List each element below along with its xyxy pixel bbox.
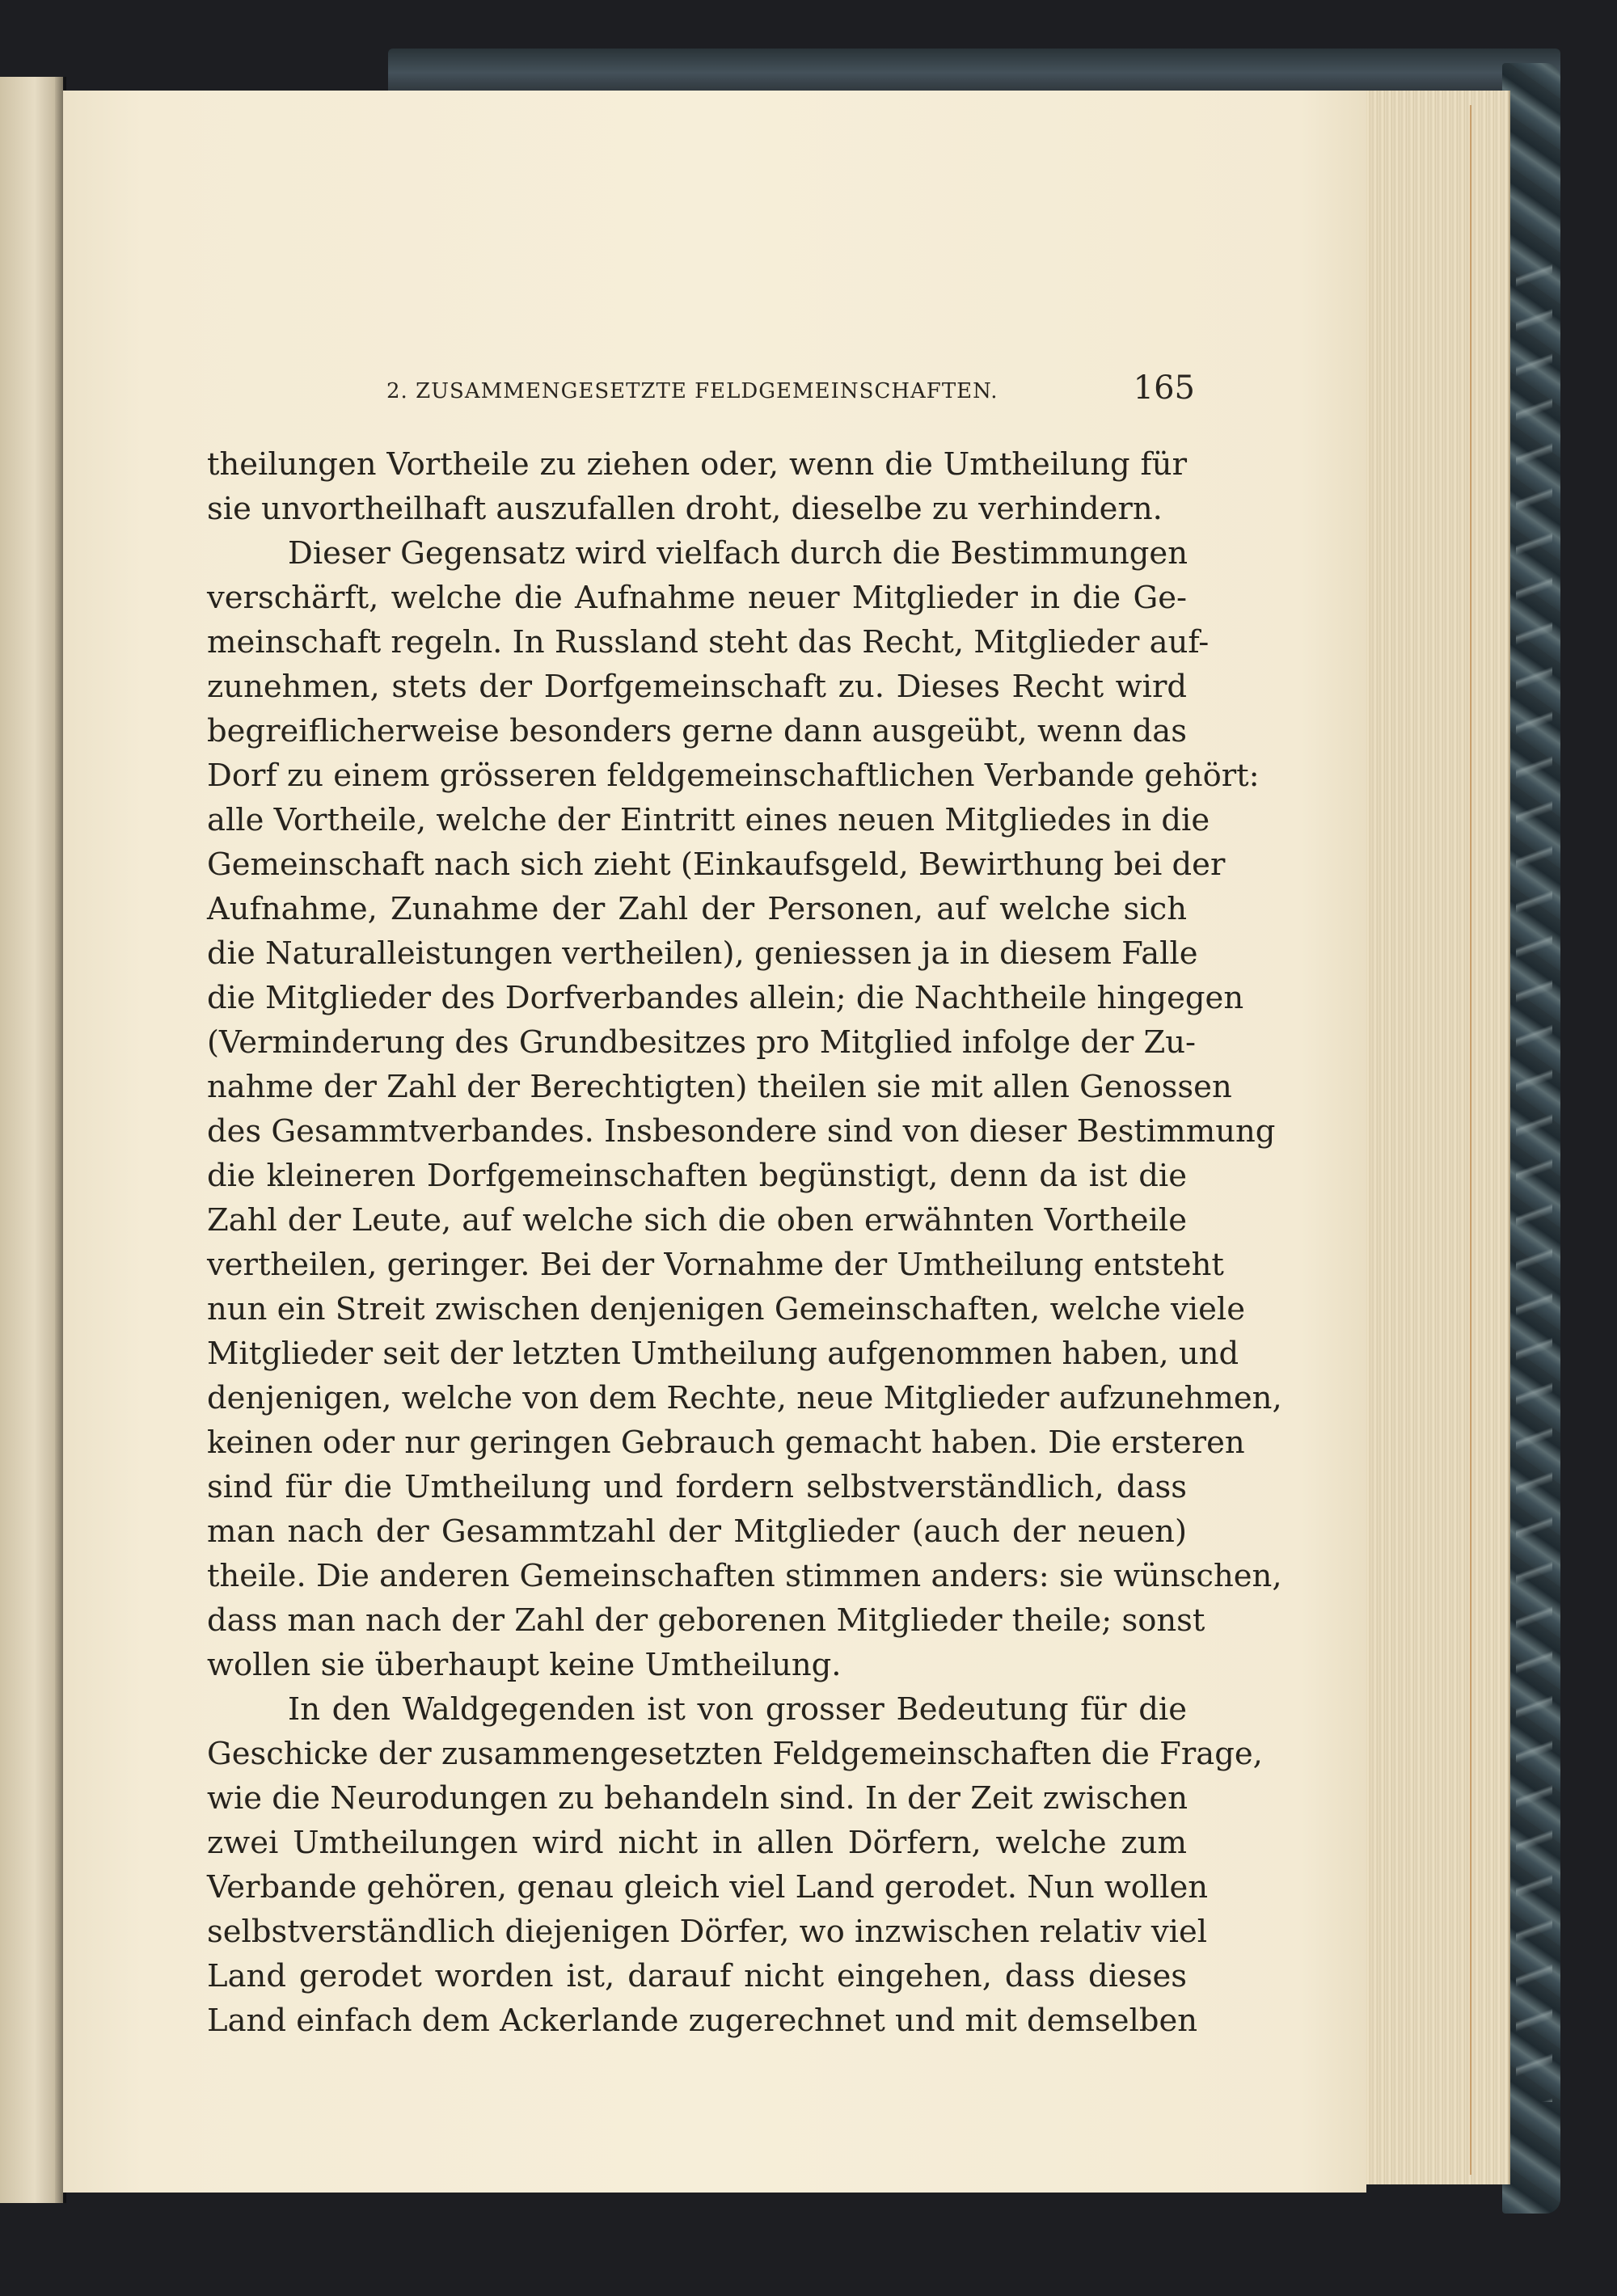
- text-line: Land gerodet worden ist, darauf nicht eingehen, dass dieses: [207, 1958, 1187, 1994]
- text-line: zwei Umtheilungen wird nicht in allen Dörfern, welche zum: [207, 1825, 1187, 1861]
- text-line: Land einfach dem Ackerlande zugerechnet und mit demselben: [207, 2003, 1198, 2039]
- text-line: In den Waldgegenden ist von grosser Bedeutung für die: [288, 1691, 1187, 1728]
- text-line: wollen sie überhaupt keine Umtheilung.: [207, 1647, 842, 1683]
- text-line: des Gesammtverbandes. Insbesondere sind von dieser Bestimmung: [207, 1113, 1276, 1150]
- text-line: keinen oder nur geringen Gebrauch gemacht haben. Die ersteren: [207, 1424, 1245, 1461]
- text-line: Zahl der Leute, auf welche sich die oben erwähnten Vortheile: [207, 1202, 1187, 1239]
- text-line: Dieser Gegensatz wird vielfach durch die Bestimmungen: [288, 535, 1188, 572]
- page-edge-line: [1470, 105, 1471, 2175]
- text-line: die kleineren Dorfgemeinschaften begünstigt, denn da ist die: [207, 1158, 1187, 1194]
- text-line: selbstverständlich diejenigen Dörfer, wo inzwischen relativ viel: [207, 1914, 1208, 1950]
- text-line: dass man nach der Zahl der geborenen Mitglieder theile; sonst: [207, 1602, 1205, 1639]
- text-line: sie unvortheilhaft auszufallen droht, dieselbe zu verhindern.: [207, 491, 1163, 527]
- text-line: man nach der Gesammtzahl der Mitglieder (auch der neuen): [207, 1513, 1187, 1550]
- book-cover-top-edge: [388, 49, 1560, 97]
- chapter-title: 2. ZUSAMMENGESETZTE FELDGEMEINSCHAFTEN.: [386, 379, 998, 403]
- facing-page-edge: [0, 77, 63, 2203]
- page-stack-edges: [1363, 91, 1510, 2184]
- text-line: begreiflicherweise besonders gerne dann ausgeübt, wenn das: [207, 713, 1187, 749]
- book-page: [63, 91, 1366, 2193]
- text-line: nun ein Streit zwischen denjenigen Gemeinschaften, welche viele: [207, 1291, 1245, 1327]
- marbled-cover-pattern: [1516, 243, 1552, 2102]
- page-number: 165: [1133, 369, 1195, 407]
- text-line: Verbande gehören, genau gleich viel Land gerodet. Nun wollen: [207, 1869, 1209, 1906]
- text-line: denjenigen, welche von dem Rechte, neue Mitglieder aufzunehmen,: [207, 1380, 1282, 1416]
- text-line: (Verminderung des Grundbesitzes pro Mitglied infolge der Zu-: [207, 1024, 1197, 1061]
- text-line: Aufnahme, Zunahme der Zahl der Personen, auf welche sich: [207, 891, 1187, 927]
- text-line: wie die Neurodungen zu behandeln sind. In der Zeit zwischen: [207, 1780, 1188, 1817]
- text-line: alle Vortheile, welche der Eintritt eines neuen Mitgliedes in die: [207, 802, 1210, 838]
- body-text: [207, 442, 1282, 2043]
- text-line: sind für die Umtheilung und fordern selbstverständlich, dass: [207, 1469, 1187, 1505]
- text-line: vertheilen, geringer. Bei der Vornahme der Umtheilung entsteht: [207, 1247, 1224, 1283]
- text-line: Dorf zu einem grösseren feldgemeinschaftlichen Verbande gehört:: [207, 758, 1260, 794]
- text-line: Mitglieder seit der letzten Umtheilung aufgenommen haben, und: [207, 1336, 1239, 1372]
- text-line: die Naturalleistungen vertheilen), geniessen ja in diesem Falle: [207, 935, 1198, 972]
- text-line: nahme der Zahl der Berechtigten) theilen sie mit allen Genossen: [207, 1069, 1232, 1105]
- text-line: zunehmen, stets der Dorfgemeinschaft zu. Dieses Recht wird: [207, 669, 1187, 705]
- text-line: die Mitglieder des Dorfverbandes allein; die Nachtheile hingegen: [207, 980, 1244, 1016]
- running-head: [386, 369, 1195, 418]
- text-line: theilungen Vortheile zu ziehen oder, wenn die Umtheilung für: [207, 446, 1187, 483]
- text-line: meinschaft regeln. In Russland steht das Recht, Mitglieder auf-: [207, 624, 1210, 661]
- text-line: Gemeinschaft nach sich zieht (Einkaufsgeld, Bewirthung bei der: [207, 846, 1226, 883]
- text-line: theile. Die anderen Gemeinschaften stimmen anders: sie wünschen,: [207, 1558, 1282, 1594]
- text-line: Geschicke der zusammengesetzten Feldgemeinschaften die Frage,: [207, 1736, 1263, 1772]
- text-line: verschärft, welche die Aufnahme neuer Mitglieder in die Ge-: [207, 580, 1187, 616]
